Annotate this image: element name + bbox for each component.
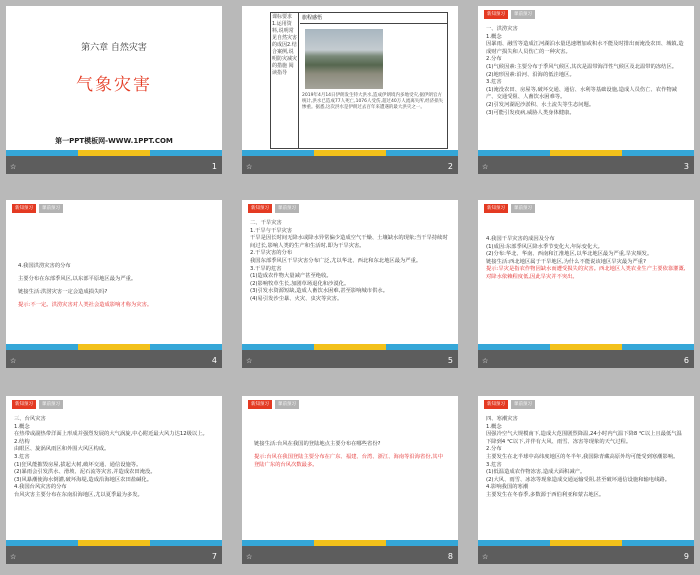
slide-thumbnail-3[interactable] [478, 6, 694, 174]
body-line: (3)引发水资源短缺,造成人畜饮水困难,甚至影响城市供水。 [250, 288, 388, 295]
chapter-heading: 第六章 自然灾害 [81, 43, 147, 53]
slide-body [254, 436, 446, 475]
body-line: 2.分布 [486, 56, 502, 63]
body-line: 主要分布在东部季风区,以东部平原地区最为严重。 [18, 276, 137, 283]
slide-number: 5 [447, 356, 453, 365]
slide-footer [6, 150, 222, 174]
tag-preview: 课前预习 [275, 204, 299, 213]
slide-thumbnail-2[interactable] [242, 6, 458, 174]
body-line: 提示:旱灾是指农作物因缺水而遭受损失的灾害。西北地区人类农业生产主要依靠灌溉,对降水依赖程度低,因此旱灾并不突出。 [486, 266, 686, 280]
star-icon: ☆ [482, 357, 489, 365]
tag-new-knowledge: 新知预习 [484, 204, 508, 213]
tag-preview: 课前预习 [511, 204, 535, 213]
body-line: (2)暴雨会引发洪水、滑坡、泥石流等灾害,并造成农田淹没。 [14, 469, 156, 476]
body-line: (2)分布:华北、华南、西南和江淮地区,以华北地区最为严重,旱灾频发。 [486, 251, 653, 258]
table-text: 2019年4月14日伊朗发生特大洪水,造成伊朗境内多地受灾,据伊朗官方统计,洪水已造成77人死亡,1076人受伤,超过40万人流离失所,经济损失惨重。据悉,这次洪水是伊朗过去百年来遭遇的最大洪灾之一。 [302, 93, 444, 111]
star-icon: ☆ [246, 163, 253, 171]
slide-footer [6, 344, 222, 368]
slide-number: 2 [447, 162, 453, 171]
body-line: 1.概念 [486, 423, 502, 430]
body-line: 因暴雨、融雪等造成江河湖泊水量迅速增加或积水不能及时排出而淹没农田、城镇,造成财产损失和人员伤亡的一种灾害。 [486, 41, 684, 55]
body-line: 链接生活:洪涝灾害一定会造成损失吗? [18, 289, 108, 296]
body-line: 4.我国洪涝灾害的分布 [18, 263, 71, 270]
body-line: 提示:不一定。洪涝灾害对人类社会造成影响才称为灾害。 [18, 301, 153, 308]
slide-number: 4 [211, 356, 217, 365]
slide-thumbnail-5[interactable] [242, 200, 458, 368]
body-line: (1)成因:东部季风区降水季节变化大,年际变化大。 [486, 243, 603, 250]
body-line: (2)影响牧草生长,加剧草场退化和沙漠化。 [250, 280, 350, 287]
body-line: 干旱是因长时间无降水或降水异常偏少造成空气干燥、土壤缺水的现象;当干旱持续时间过长,影响人类的生产和生活时,即为干旱灾害。 [250, 235, 448, 249]
slide-body [486, 236, 686, 282]
body-line: 链接生活:台风在我国的登陆地点主要分布在哪些省份? [254, 441, 381, 448]
body-line: (3)风暴潮使海水倒灌,破坏海堤,造成沿海地区农田盐碱化。 [14, 476, 152, 483]
body-line: 3.危害 [486, 461, 502, 468]
tag-preview: 课前预习 [39, 400, 63, 409]
slide-subtitle: 第一PPT模板网-WWW.1PPT.COM [55, 137, 173, 145]
body-line: 我国东部季风区干旱灾害分布广泛,尤以华北、西北和东北地区最为严重。 [250, 257, 422, 264]
tag-new-knowledge: 新知预习 [484, 400, 508, 409]
body-line: 1.概念 [14, 423, 30, 430]
slide-thumbnail-1[interactable] [6, 6, 222, 174]
body-line: 链接生活:西北地区属于干旱地区,为什么不能说该地区旱灾最为严重? [486, 258, 646, 265]
body-line: 3.危害 [14, 453, 30, 460]
slide-thumbnail-9[interactable] [478, 396, 694, 564]
slide-thumbnail-8[interactable] [242, 396, 458, 564]
body-line: (2)地形因素:沿河、沿海的低洼地区。 [486, 71, 575, 78]
body-line: (2)大风、雨雪、冰冻等现象造成交通运输受阻,甚至破坏通信设施和输电线路。 [486, 476, 670, 483]
slide-number: 6 [683, 356, 689, 365]
body-line: (4)易引发沙尘暴、火灾、虫灾等灾害。 [250, 295, 343, 302]
tag-new-knowledge: 新知预习 [12, 400, 36, 409]
body-line: 四、寒潮灾害 [486, 416, 518, 422]
body-line: 2.分布 [486, 446, 502, 453]
body-line: (1)造成农作物大量减产甚至绝收。 [250, 273, 332, 280]
tag-new-knowledge: 新知预习 [12, 204, 36, 213]
slide-footer [478, 344, 694, 368]
slide-footer [6, 540, 222, 564]
tag-preview: 课前预习 [275, 400, 299, 409]
body-line: 一、洪涝灾害 [486, 26, 518, 32]
slide-footer [242, 540, 458, 564]
tag-new-knowledge: 新知预习 [484, 10, 508, 19]
slide-number: 3 [683, 162, 689, 171]
star-icon: ☆ [482, 163, 489, 171]
tag-new-knowledge: 新知预习 [248, 400, 272, 409]
slide-footer [242, 344, 458, 368]
tag-preview: 课前预习 [511, 10, 535, 19]
body-line: 因强冷空气大规模南下,造成大范围剧烈降温,24小时内气温下降8 ℃以上且最低气温下降到4 ℃以下,并伴有大风、雨雪、冻害等现象的天气过程。 [486, 431, 682, 445]
tag-preview: 课前预习 [511, 400, 535, 409]
slide-footer [242, 150, 458, 174]
slide-footer [478, 540, 694, 564]
body-line: (1)气候因素:主要分布于季风气候区,其次是温带海洋性气候区及北温带的冻结区。 [486, 63, 678, 70]
body-line: 3.干旱的危害 [250, 265, 282, 272]
slide-thumbnail-7[interactable] [6, 396, 222, 564]
course-requirement-column: 课标要求 1.运用资料,说明常见自然灾害的成因2.结合案例,说明防灾减灾的措施 阅读指导 [271, 13, 299, 148]
slide-number: 1 [211, 162, 217, 171]
table-heading: 旅程感悟 [300, 13, 447, 24]
slide-number: 9 [683, 552, 689, 561]
slide-body [486, 26, 686, 117]
body-line: 4.我国干旱灾害的成因及分布 [486, 236, 555, 242]
body-line: (1)低温造成农作物冻害,造成大面积减产。 [486, 469, 586, 476]
lesson-table [270, 12, 448, 149]
body-line: 4.影响我国的寒潮 [486, 484, 529, 491]
body-line: (3)可能引发疫病,威胁人类身体健康。 [486, 109, 575, 116]
slide-body [14, 416, 214, 500]
flood-photo [305, 29, 383, 89]
star-icon: ☆ [246, 553, 253, 561]
slide-title: 气象灾害 [76, 75, 152, 95]
body-line: 二、干旱灾害 [250, 220, 282, 226]
body-line: 提示:台风在我国登陆主要分布在广东、福建、台湾、浙江、海南等沿海省份,其中登陆广东的台风次数最多。 [254, 454, 443, 468]
body-line: (2)引发河湖泥沙淤积、水土流失等生态问题。 [486, 101, 595, 108]
star-icon: ☆ [482, 553, 489, 561]
slide-thumbnail-6[interactable] [478, 200, 694, 368]
slide-thumbnail-4[interactable] [6, 200, 222, 368]
slide-footer [478, 150, 694, 174]
star-icon: ☆ [246, 357, 253, 365]
body-line: 1.干旱与干旱灾害 [250, 227, 293, 234]
body-line: (1)淹没农田、房屋等,破坏交通、通信、水利等基础设施,造成人员伤亡、农作物减产、交通受阻、人畜饮水困难等。 [486, 86, 677, 101]
body-line: 在热带或副热带洋面上形成并强烈发展的大气涡旋,中心附近最大风力达12级以上。 [14, 431, 208, 438]
body-line: 4.我国台风灾害的分布 [14, 484, 67, 491]
slide-body [250, 220, 450, 304]
star-icon: ☆ [10, 357, 17, 365]
slide-number: 8 [447, 552, 453, 561]
body-line: (1)狂风能摧毁房屋,拔起大树,破坏交通、通信设施等。 [14, 461, 142, 468]
slide-body [486, 416, 686, 500]
body-line: 台风灾害主要分布在东南沿海地区,尤以夏季最为多发。 [14, 491, 143, 498]
tag-new-knowledge: 新知预习 [248, 204, 272, 213]
slide-number: 7 [211, 552, 217, 561]
body-line: 三、台风灾害 [14, 416, 46, 422]
slide-body [18, 258, 210, 315]
body-line: 主要发生在北半球中高纬度地区的冬半年,我国除青藏高原外均可能受到寒潮影响。 [486, 453, 679, 460]
star-icon: ☆ [10, 163, 17, 171]
star-icon: ☆ [10, 553, 17, 561]
body-line: 3.危害 [486, 79, 502, 86]
body-line: 1.概念 [486, 33, 502, 40]
body-line: 2.干旱灾害的分布 [250, 250, 293, 257]
body-line: 由眼区、旋涡风雨区和外围大风区构成。 [14, 446, 110, 453]
tag-preview: 课前预习 [39, 204, 63, 213]
body-line: 2.结构 [14, 438, 30, 445]
body-line: 主要发生在冬春季,多数源于西伯利亚和蒙古地区。 [486, 491, 605, 498]
